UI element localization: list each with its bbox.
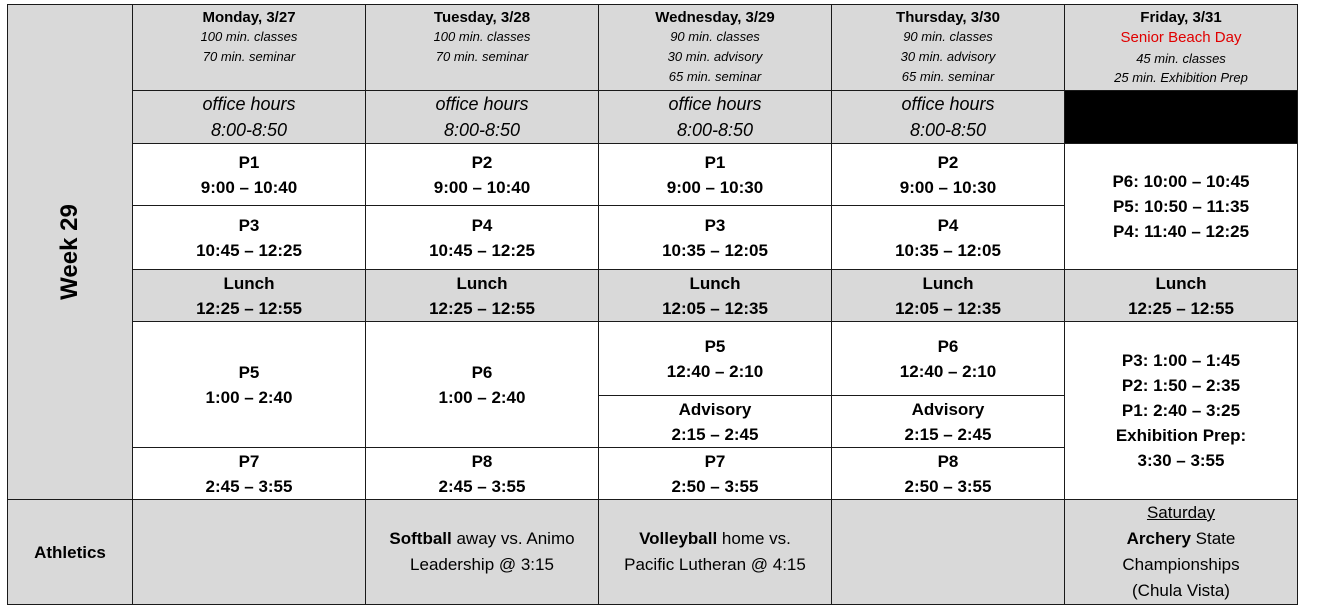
lunch-monday bbox=[133, 270, 366, 322]
office-hours-time: 8:00-8:50 bbox=[909, 120, 987, 140]
sport-name: Softball bbox=[389, 529, 452, 548]
athletics-event-line bbox=[639, 526, 791, 552]
lunch-label: Lunch bbox=[922, 273, 974, 293]
period-cell-monday-2 bbox=[133, 206, 366, 270]
lunch-label: Lunch bbox=[689, 273, 741, 293]
athletics-tuesday bbox=[366, 500, 599, 605]
athletics-event-line bbox=[389, 526, 574, 552]
office-hours-label: office hours bbox=[435, 94, 529, 114]
office-hours-time: 8:00-8:50 bbox=[210, 120, 288, 140]
period-time: 10:35 – 12:05 bbox=[895, 240, 1001, 260]
period-cell-thursday-1 bbox=[832, 144, 1065, 206]
office-hours-time: 8:00-8:50 bbox=[676, 120, 754, 140]
lunch-label: Lunch bbox=[223, 273, 275, 293]
sport-name: Archery bbox=[1126, 529, 1191, 548]
period-cell-monday-1 bbox=[133, 144, 366, 206]
period-line: 3:30 – 3:55 bbox=[1137, 451, 1225, 470]
period-time: 10:35 – 12:05 bbox=[662, 240, 768, 260]
day-header-tuesday bbox=[366, 4, 599, 91]
period-cell-tuesday-2 bbox=[366, 206, 599, 270]
lunch-time: 12:05 – 12:35 bbox=[895, 298, 1001, 318]
period-time: 2:15 – 2:45 bbox=[671, 424, 759, 444]
period-name: P7 bbox=[704, 451, 726, 471]
day-note: 90 min. classes bbox=[670, 29, 760, 44]
period-line: P1: 2:40 – 3:25 bbox=[1121, 401, 1241, 420]
period-time: 2:45 – 3:55 bbox=[205, 476, 293, 496]
period-cell-tuesday-4 bbox=[366, 448, 599, 500]
period-name: Advisory bbox=[678, 399, 752, 419]
period-name: P4 bbox=[471, 215, 493, 235]
advisory-wednesday bbox=[599, 396, 832, 448]
period-time: 9:00 – 10:40 bbox=[433, 177, 531, 197]
period-time: 9:00 – 10:40 bbox=[200, 177, 298, 197]
day-name: Friday, 3/31 bbox=[1140, 9, 1222, 26]
week-label: Week 29 bbox=[56, 204, 83, 300]
lunch-time: 12:05 – 12:35 bbox=[662, 298, 768, 318]
period-name: P5 bbox=[704, 336, 726, 356]
period-line: P6: 10:00 – 10:45 bbox=[1112, 172, 1250, 191]
office-hours-monday bbox=[133, 91, 366, 144]
day-highlight: Senior Beach Day bbox=[1120, 29, 1242, 46]
period-line: P4: 11:40 – 12:25 bbox=[1112, 222, 1250, 241]
period-cell-thursday-3 bbox=[832, 322, 1065, 396]
lunch-time: 12:25 – 12:55 bbox=[429, 298, 535, 318]
period-line: P5: 10:50 – 11:35 bbox=[1112, 197, 1250, 216]
day-note: 45 min. classes bbox=[1136, 51, 1226, 66]
office-hours-wednesday bbox=[599, 91, 832, 144]
period-cell-thursday-2 bbox=[832, 206, 1065, 270]
friday-morning-periods bbox=[1065, 144, 1298, 270]
event-text: Championships bbox=[1122, 555, 1240, 574]
period-time: 12:40 – 2:10 bbox=[899, 361, 997, 381]
day-note: 30 min. advisory bbox=[667, 49, 763, 64]
period-name: P2 bbox=[471, 152, 493, 172]
day-note: 65 min. seminar bbox=[668, 69, 762, 84]
day-note: 70 min. seminar bbox=[435, 49, 529, 64]
athletics-friday bbox=[1065, 500, 1298, 605]
day-name: Monday, 3/27 bbox=[202, 9, 296, 26]
period-time: 9:00 – 10:30 bbox=[899, 177, 997, 197]
office-hours-time: 8:00-8:50 bbox=[443, 120, 521, 140]
friday-afternoon-periods bbox=[1065, 322, 1298, 500]
day-note: 30 min. advisory bbox=[900, 49, 996, 64]
event-text: away vs. Animo bbox=[451, 529, 575, 548]
event-text: Leadership @ 3:15 bbox=[410, 555, 554, 574]
period-name: Advisory bbox=[911, 399, 985, 419]
day-note: 70 min. seminar bbox=[202, 49, 296, 64]
period-name: P1 bbox=[704, 152, 726, 172]
lunch-time: 12:25 – 12:55 bbox=[1128, 298, 1234, 318]
period-time: 10:45 – 12:25 bbox=[429, 240, 535, 260]
day-name: Wednesday, 3/29 bbox=[655, 9, 775, 26]
period-cell-tuesday-3 bbox=[366, 322, 599, 448]
athletics-monday bbox=[133, 500, 366, 605]
period-cell-wednesday-4 bbox=[599, 448, 832, 500]
period-cell-tuesday-1 bbox=[366, 144, 599, 206]
event-text: (Chula Vista) bbox=[1132, 581, 1230, 600]
period-cell-monday-4 bbox=[133, 448, 366, 500]
office-hours-tuesday bbox=[366, 91, 599, 144]
lunch-label: Lunch bbox=[456, 273, 508, 293]
period-name: P3 bbox=[238, 215, 260, 235]
office-hours-friday-blackout bbox=[1065, 91, 1298, 144]
period-name: P3 bbox=[704, 215, 726, 235]
period-line: P3: 1:00 – 1:45 bbox=[1121, 351, 1241, 370]
athletics-label-cell bbox=[7, 500, 133, 605]
period-cell-wednesday-3 bbox=[599, 322, 832, 396]
day-note: 65 min. seminar bbox=[901, 69, 995, 84]
day-header-friday bbox=[1065, 4, 1298, 91]
period-name: P8 bbox=[471, 451, 493, 471]
athletics-wednesday bbox=[599, 500, 832, 605]
period-cell-wednesday-1 bbox=[599, 144, 832, 206]
period-time: 10:45 – 12:25 bbox=[196, 240, 302, 260]
period-line: P2: 1:50 – 2:35 bbox=[1121, 376, 1241, 395]
day-note: 100 min. classes bbox=[433, 29, 531, 44]
day-header-thursday bbox=[832, 4, 1065, 91]
office-hours-thursday bbox=[832, 91, 1065, 144]
sport-name: Volleyball bbox=[639, 529, 718, 548]
period-time: 1:00 – 2:40 bbox=[205, 387, 293, 407]
period-time: 2:50 – 3:55 bbox=[904, 476, 992, 496]
period-time: 9:00 – 10:30 bbox=[666, 177, 764, 197]
period-time: 12:40 – 2:10 bbox=[666, 361, 764, 381]
period-name: P1 bbox=[238, 152, 260, 172]
period-time: 2:45 – 3:55 bbox=[438, 476, 526, 496]
period-name: P2 bbox=[937, 152, 959, 172]
week-label-cell bbox=[7, 4, 133, 500]
lunch-tuesday bbox=[366, 270, 599, 322]
day-name: Thursday, 3/30 bbox=[896, 9, 1000, 26]
event-text: State bbox=[1190, 529, 1236, 548]
lunch-thursday bbox=[832, 270, 1065, 322]
period-name: P6 bbox=[471, 362, 493, 382]
office-hours-label: office hours bbox=[668, 94, 762, 114]
period-name: P5 bbox=[238, 362, 260, 382]
lunch-label: Lunch bbox=[1155, 273, 1207, 293]
athletics-thursday bbox=[832, 500, 1065, 605]
period-cell-wednesday-2 bbox=[599, 206, 832, 270]
event-text: Pacific Lutheran @ 4:15 bbox=[624, 555, 806, 574]
office-hours-label: office hours bbox=[901, 94, 995, 114]
period-time: 2:15 – 2:45 bbox=[904, 424, 992, 444]
advisory-thursday bbox=[832, 396, 1065, 448]
period-name: P4 bbox=[937, 215, 959, 235]
period-name: P8 bbox=[937, 451, 959, 471]
period-line: Exhibition Prep: bbox=[1115, 426, 1247, 445]
period-cell-thursday-4 bbox=[832, 448, 1065, 500]
period-cell-monday-3 bbox=[133, 322, 366, 448]
period-time: 2:50 – 3:55 bbox=[671, 476, 759, 496]
athletics-label: Athletics bbox=[34, 542, 106, 562]
period-time: 1:00 – 2:40 bbox=[438, 387, 526, 407]
event-day: Saturday bbox=[1146, 503, 1216, 522]
period-name: P6 bbox=[937, 336, 959, 356]
day-note: 25 min. Exhibition Prep bbox=[1114, 70, 1248, 85]
lunch-time: 12:25 – 12:55 bbox=[196, 298, 302, 318]
day-header-wednesday bbox=[599, 4, 832, 91]
lunch-friday bbox=[1065, 270, 1298, 322]
day-name: Tuesday, 3/28 bbox=[433, 9, 531, 26]
day-note: 90 min. classes bbox=[903, 29, 993, 44]
period-name: P7 bbox=[238, 451, 260, 471]
day-header-monday bbox=[133, 4, 366, 91]
lunch-wednesday bbox=[599, 270, 832, 322]
athletics-event-line bbox=[1127, 526, 1236, 552]
office-hours-label: office hours bbox=[202, 94, 296, 114]
day-note: 100 min. classes bbox=[200, 29, 298, 44]
event-text: home vs. bbox=[717, 529, 791, 548]
